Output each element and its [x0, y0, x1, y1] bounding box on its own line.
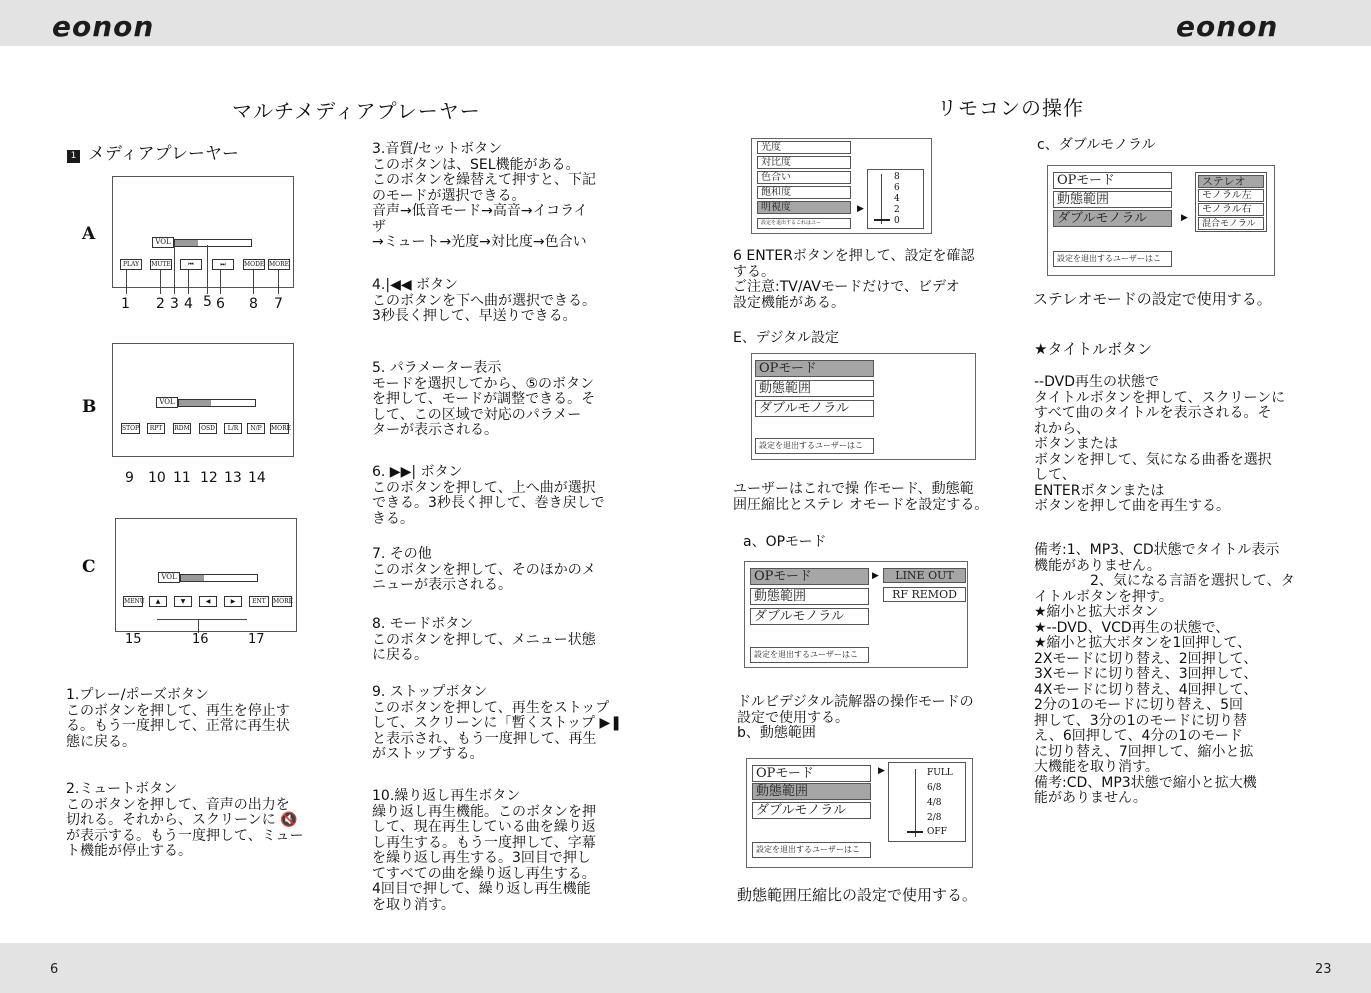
mute-button[interactable]: MUTE [151, 261, 171, 268]
left-arrow-button[interactable]: ◀ [199, 596, 217, 607]
selection-arrow-icon: ▶ [857, 204, 864, 214]
callout-line [198, 619, 199, 633]
dynamic-range-scale [888, 762, 966, 842]
desc-op-mode: ドルビデジタル読解器の操作モードの 設定で使用する。 b、動態範囲 [737, 694, 974, 741]
desc-mode [372, 617, 647, 664]
footer-band [0, 943, 1371, 993]
option-line-out[interactable]: LINE OUT [883, 568, 966, 583]
callout-line [126, 270, 127, 294]
desc-play-pause [66, 688, 336, 750]
scale-tick-label: 2/8 [927, 813, 942, 823]
menu-item-brightness[interactable]: 光度 [757, 141, 851, 154]
dual-mono-menu [1047, 165, 1275, 276]
scale-tick-label: FULL [927, 768, 953, 778]
callout-line [188, 270, 189, 294]
menu-item-dual-mono[interactable]: ダブルモノラル [752, 802, 871, 819]
brand-logo-left: eonon [52, 10, 155, 43]
down-arrow-button[interactable]: ▼ [174, 596, 192, 607]
callout-line [160, 270, 161, 294]
right-arrow-button[interactable]: ▶ [224, 596, 242, 607]
menu-item-dual-mono[interactable]: ダブルモノラル [755, 400, 874, 417]
desc-heading: 2.ミュートボタン [66, 781, 178, 797]
repeat-button[interactable]: RPT [147, 423, 165, 434]
scale-tick-label: 4 [894, 194, 900, 204]
scale-level-marker [907, 831, 923, 833]
next-track-button[interactable]: ⏭ [212, 259, 234, 270]
callout-number: 14 [248, 470, 266, 486]
callout-number: 17 [248, 632, 265, 647]
desc-heading: 3.音質/セットボタン [372, 141, 503, 157]
scale-axis [915, 769, 916, 837]
callout-number: 16 [192, 632, 209, 647]
option-mixed-mono[interactable]: 混合モノラル [1198, 217, 1264, 230]
callout-number: 10 [148, 470, 166, 486]
menu-item-dynamic-range[interactable]: 動態範囲 [752, 783, 871, 800]
menu-exit-hint[interactable]: 設定を退出するユーザーはこ [755, 438, 874, 454]
option-mono-left[interactable]: モノラル左 [1198, 189, 1264, 202]
menu-item-sharpness[interactable]: 明視度 [757, 201, 851, 214]
section-number-badge: 1 [67, 150, 80, 163]
panel-b-vol-label: VOL [156, 397, 178, 408]
mode-button[interactable]: MODE [244, 261, 265, 268]
osd-button[interactable]: OSD [199, 423, 217, 434]
desc-heading: 7. その他 [372, 546, 432, 562]
menu-item-op-mode[interactable]: OPモード [1053, 172, 1172, 189]
menu-item-hue[interactable]: 色合い [757, 171, 851, 184]
more-button[interactable]: MORE [271, 425, 291, 432]
desc-heading: 10.繰り返し再生ボタン [372, 788, 521, 804]
desc-body: このボタンを押して、上へ曲が選択 できる。3秒長く押して、巻き戻しで きる。 [372, 479, 605, 527]
menu-item-dynamic-range[interactable]: 動態範囲 [1053, 191, 1172, 208]
callout-number: 15 [125, 632, 142, 647]
desc-heading: 1.プレー/ポーズボタン [66, 687, 209, 703]
op-mode-heading: a、OPモード [743, 534, 827, 550]
page-number-right: 23 [1315, 962, 1332, 977]
brand-logo-right: eonon [1176, 10, 1279, 43]
panel-c-vol-label: VOL [158, 572, 180, 583]
callout-number: 4 [184, 296, 193, 312]
scale-tick-label: 6 [894, 183, 900, 193]
desc-notes-zoom: 備考:1、MP3、CD状態でタイトル表示 機能がありません。 2、気になる言語を選択して、タ イトルボタンを押す。 ★縮小と拡大ボタン ★--DVD、VCD再生の状態で、 ★縮小と拡大ボタンを1回押して、 2Xモードに切り替え、2回押して、 3Xモードに切り替え、3回押して、 4Xモードに切り替え、4回押して、 2分の1のモードに切り替え、5回 押して、3分の1のモードに切り替 え、6回押して、4分の1のモード に切り替え、7回押して、縮小と拡 大機能を取り消す。 備考:CD、MP3状態で縮小と拡大機 能がありません。 [1034, 542, 1295, 806]
menu-button[interactable]: MENU [124, 598, 145, 605]
page-number-left: 6 [50, 962, 59, 977]
panel-c-volume-fill [181, 575, 204, 581]
enter-button[interactable]: ENT [249, 596, 269, 607]
callout-number: 9 [125, 470, 134, 486]
desc-body: このボタンを押して、再生を停止す る。もう一度押して、正常に再生状 態に戻る。 [66, 702, 290, 750]
scale-tick-label: 0 [894, 216, 900, 226]
previous-track-button[interactable]: ⏮ [180, 259, 202, 270]
option-stereo[interactable]: ステレオ [1198, 175, 1264, 188]
desc-body: このボタンを押して、再生をストップ して、スクリーンに「暫くストップ ▶❚ と表示され、もう一度押して、再生 がストップする。 [372, 699, 622, 762]
panel-b-label: B [82, 397, 97, 417]
desc-sound-set [372, 142, 647, 251]
scale-level-marker [874, 219, 890, 221]
callout-number: 2 [156, 296, 165, 312]
selection-arrow-icon: ▶ [872, 571, 879, 581]
scale-tick-label: 4/8 [927, 798, 942, 808]
option-rf-remod[interactable]: RF REMOD [883, 587, 966, 602]
dynamic-range-menu [746, 758, 973, 868]
desc-other [372, 547, 647, 594]
panel-b-screen [112, 343, 294, 457]
panel-a-volume-fill [175, 240, 198, 246]
play-button[interactable]: PLAY [120, 259, 142, 270]
callout-number: 12 [200, 470, 218, 486]
desc-repeat [372, 789, 647, 913]
callout-number: 6 [216, 296, 225, 312]
desc-parameter [372, 361, 647, 439]
desc-next [372, 465, 647, 527]
panel-b-volume-bar [178, 399, 256, 407]
video-settings-menu [751, 138, 932, 234]
panel-a-screen [112, 176, 294, 288]
menu-item-dual-mono[interactable]: ダブルモノラル [750, 608, 869, 625]
section-heading-label: メディアプレーヤー [88, 144, 239, 164]
panel-a-volume-bar [174, 239, 252, 247]
callout-number: 11 [173, 470, 191, 486]
menu-exit-hint[interactable]: 設定を退出するユーザーはこ [752, 842, 871, 858]
desc-body: このボタンを押して、そのほかのメ ニューが表示される。 [372, 561, 596, 593]
right-page-title: リモコンの操作 [937, 96, 1084, 120]
menu-item-dynamic-range[interactable]: 動態範囲 [750, 588, 869, 605]
desc-digital-settings: ユーザーはこれで操 作モード、動態範 囲圧縮比とステレ オモードを設定する。 [733, 481, 989, 513]
desc-body: このボタンを押して、メニュー状態 に戻る。 [372, 631, 596, 663]
callout-number: 8 [249, 296, 258, 312]
panel-c-screen [115, 518, 297, 632]
menu-item-op-mode[interactable]: OPモード [752, 765, 871, 782]
desc-body: 繰り返し再生機能。このボタンを押 して、現在再生している曲を繰り返 し再生する。もう一度押して、字幕 を繰り返し再生する。3回目で押し てすべての曲を繰り返し再生する。 4回目で押して、繰り返し再生機能 を取り消す。 [372, 803, 596, 913]
desc-previous [372, 278, 647, 325]
callout-line [174, 245, 175, 294]
panel-c-volume-bar [180, 574, 258, 582]
title-button-heading: ★タイトルボタン [1034, 340, 1153, 358]
desc-heading: 9. ストップボタン [372, 684, 488, 700]
scale-tick-label: 2 [894, 205, 900, 215]
section-heading-media-player [67, 139, 239, 164]
menu-exit-hint[interactable]: 設定を退出するユーザーはこ [1053, 251, 1172, 267]
menu-item-dynamic-range[interactable]: 動態範囲 [755, 380, 874, 397]
callout-bracket [157, 619, 247, 620]
callout-number: 13 [224, 470, 242, 486]
desc-title-button: --DVD再生の状態で タイトルボタンを押して、スクリーンに すべて曲のタイトルを表示される。そ れから、 ボタンまたは ボタンを押して、気になる曲番を選択 して、 ENTERボタンまたは ボタンを押して曲を再生する。 [1034, 374, 1286, 514]
callout-number: 3 [170, 296, 179, 312]
menu-exit-hint[interactable]: 設定を退出するこれはユー [757, 218, 851, 229]
desc-dynamic-range: 動態範囲圧縮比の設定で使用する。 [737, 886, 978, 904]
header-band [0, 0, 1371, 46]
panel-b-volume-fill [179, 400, 211, 406]
menu-item-dual-mono[interactable]: ダブルモノラル [1053, 210, 1172, 227]
digital-settings-heading: E、デジタル設定 [733, 330, 840, 346]
video-level-scale [867, 169, 924, 229]
desc-stop [372, 685, 647, 763]
callout-line [220, 270, 221, 294]
callout-line [253, 270, 254, 294]
desc-body: このボタンを下へ曲が選択できる。 3秒長く押して、早送りできる。 [372, 292, 596, 324]
ntsc-pal-button[interactable]: N/P [247, 423, 265, 434]
callout-number: 5 [203, 294, 212, 310]
menu-item-saturation[interactable]: 飽和度 [757, 186, 851, 199]
scale-tick-label: 6/8 [927, 783, 942, 793]
desc-heading: 8. モードボタン [372, 616, 474, 632]
menu-exit-hint[interactable]: 設定を退出するユーザーはこ [750, 647, 869, 663]
callout-line [278, 270, 279, 294]
callout-number: 7 [274, 296, 283, 312]
panel-c-label: C [82, 557, 96, 577]
stop-button[interactable]: STOP [122, 425, 140, 432]
menu-item-contrast[interactable]: 対比度 [757, 156, 851, 169]
scale-tick-label: OFF [927, 827, 947, 837]
desc-body: このボタンは、SEL機能がある。 このボタンを繰替えて押すと、下記 のモードが選択できる。 音声→低音モード→高音→イコライ ザ →ミュート→光度→対比度→色合い [372, 156, 596, 250]
op-mode-menu [744, 561, 968, 668]
more-button[interactable]: MORE [269, 261, 289, 268]
desc-enter-confirm: 6 ENTERボタンを押して、設定を確認 する。 ご注意:TV/AVモードだけで、ビデオ 設定機能がある。 [733, 248, 975, 311]
panel-a-label: A [82, 224, 96, 244]
left-right-button[interactable]: L/R [224, 423, 242, 434]
desc-body: モードを選択してから、⑤のボタン を押して、モードが調整できる。そ して、この区域で対応のパラメー ターが表示される。 [372, 375, 596, 438]
desc-heading: 5. パラメーター表示 [372, 360, 502, 376]
desc-dual-mono: ステレオモードの設定で使用する。 [1033, 290, 1272, 308]
desc-heading: 4.|◀◀ ボタン [372, 277, 459, 293]
random-button[interactable]: RDM [174, 425, 190, 432]
callout-line [207, 245, 208, 294]
dual-mono-options [1195, 172, 1267, 232]
desc-mute [66, 782, 336, 860]
selection-arrow-icon: ▶ [878, 766, 885, 776]
digital-settings-menu [751, 353, 976, 460]
up-arrow-button[interactable]: ▲ [149, 596, 167, 607]
scale-tick-label: 8 [894, 172, 900, 182]
scale-axis [881, 174, 882, 224]
dual-mono-heading: c、ダブルモノラル [1037, 137, 1156, 153]
menu-item-op-mode[interactable]: OPモード [755, 360, 874, 377]
selection-arrow-icon: ▶ [1181, 213, 1188, 223]
menu-item-op-mode[interactable]: OPモード [750, 568, 869, 585]
desc-heading: 6. ▶▶| ボタン [372, 464, 463, 480]
panel-a-vol-label: VOL [152, 237, 174, 248]
option-mono-right[interactable]: モノラル右 [1198, 203, 1264, 216]
left-page-title: マルチメディアプレーヤー [232, 99, 481, 123]
more-button[interactable]: MORE [273, 598, 293, 605]
callout-number: 1 [121, 296, 130, 312]
desc-body: このボタンを押して、音声の出力を 切れる。それから、スクリーンに 🔇 が表示する。もう一度押して、ミュー ト機能が停止する。 [66, 796, 304, 859]
